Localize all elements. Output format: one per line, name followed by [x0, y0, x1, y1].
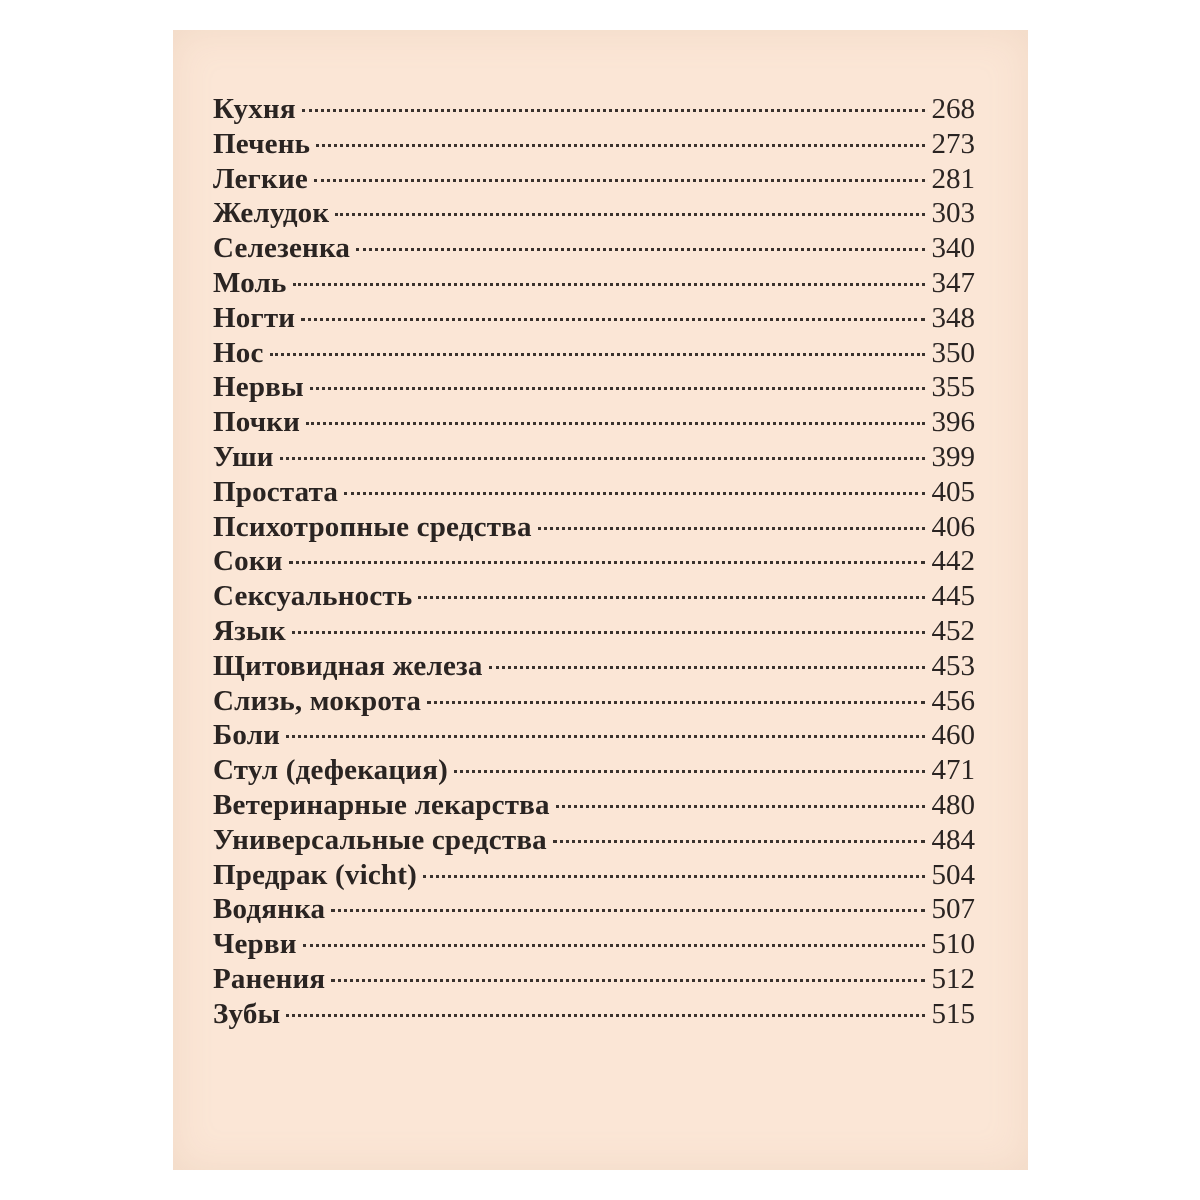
dot-leader — [302, 109, 925, 112]
toc-entry — [213, 266, 975, 301]
dot-leader — [423, 875, 925, 878]
toc-entry-page-number: 355 — [931, 371, 975, 404]
toc-entry — [213, 440, 975, 475]
toc-entry — [213, 997, 975, 1032]
toc-entry — [213, 858, 975, 893]
book-page — [173, 30, 1028, 1170]
toc-entry — [213, 962, 975, 997]
dot-leader — [556, 805, 925, 808]
toc-entry-title: Ранения — [213, 962, 326, 995]
dot-leader — [335, 213, 925, 216]
dot-leader — [303, 944, 925, 947]
toc-entry-page-number: 405 — [931, 475, 975, 508]
toc-entry — [213, 475, 975, 510]
toc-entry-title: Простата — [213, 475, 339, 508]
toc-entry-title: Водянка — [213, 893, 326, 926]
toc-entry-title: Щитовидная железа — [213, 649, 483, 682]
toc-entry-title: Соки — [213, 545, 283, 578]
toc-entry — [213, 823, 975, 858]
toc-entry — [213, 544, 975, 579]
toc-entry-page-number: 273 — [931, 127, 975, 160]
dot-leader — [314, 179, 925, 182]
toc-entry-title: Легкие — [213, 162, 308, 195]
toc-entry — [213, 231, 975, 266]
toc-entry-page-number: 452 — [931, 614, 975, 647]
dot-leader — [418, 596, 925, 599]
toc-entry — [213, 127, 975, 162]
toc-entry-page-number: 484 — [931, 823, 975, 856]
toc-entry-title: Психотропные средства — [213, 510, 532, 543]
table-of-contents — [213, 92, 975, 1032]
toc-entry-page-number: 504 — [931, 858, 975, 891]
toc-entry-page-number: 347 — [931, 266, 975, 299]
toc-entry — [213, 579, 975, 614]
toc-entry-title: Моль — [213, 266, 287, 299]
toc-entry-page-number: 460 — [931, 719, 975, 752]
toc-entry — [213, 718, 975, 753]
dot-leader — [289, 561, 925, 564]
dot-leader — [301, 318, 925, 321]
toc-entry-page-number: 406 — [931, 510, 975, 543]
toc-entry-page-number: 281 — [931, 162, 975, 195]
toc-entry-title: Предрак (vicht) — [213, 858, 417, 891]
toc-entry — [213, 405, 975, 440]
toc-entry-title: Ногти — [213, 301, 296, 334]
toc-entry — [213, 510, 975, 545]
toc-entry-page-number: 512 — [931, 962, 975, 995]
toc-entry-page-number: 480 — [931, 788, 975, 821]
dot-leader — [331, 909, 925, 912]
dot-leader — [553, 840, 925, 843]
dot-leader — [286, 735, 925, 738]
toc-entry-title: Сексуальность — [213, 580, 413, 613]
dot-leader — [427, 701, 925, 704]
toc-entry — [213, 336, 975, 371]
toc-entry — [213, 649, 975, 684]
toc-entry-page-number: 507 — [931, 893, 975, 926]
toc-entry — [213, 92, 975, 127]
toc-entry-title: Уши — [213, 440, 274, 473]
toc-entry — [213, 162, 975, 197]
toc-entry-page-number: 510 — [931, 928, 975, 961]
dot-leader — [270, 353, 925, 356]
dot-leader — [331, 979, 925, 982]
toc-entry-page-number: 456 — [931, 684, 975, 717]
toc-entry — [213, 370, 975, 405]
toc-entry — [213, 614, 975, 649]
dot-leader — [280, 457, 925, 460]
toc-entry — [213, 892, 975, 927]
toc-entry-page-number: 396 — [931, 406, 975, 439]
toc-entry-page-number: 399 — [931, 440, 975, 473]
toc-entry — [213, 684, 975, 719]
toc-entry-title: Почки — [213, 406, 301, 439]
toc-entry-page-number: 303 — [931, 197, 975, 230]
dot-leader — [454, 770, 925, 773]
toc-entry-title: Язык — [213, 614, 286, 647]
toc-entry-title: Нервы — [213, 371, 304, 404]
dot-leader — [356, 248, 925, 251]
dot-leader — [306, 422, 925, 425]
dot-leader — [310, 387, 925, 390]
toc-entry-title: Черви — [213, 928, 297, 961]
toc-entry-page-number: 340 — [931, 232, 975, 265]
toc-entry-title: Печень — [213, 127, 311, 160]
toc-entry — [213, 753, 975, 788]
toc-entry — [213, 927, 975, 962]
toc-entry — [213, 301, 975, 336]
toc-entry-title: Желудок — [213, 197, 330, 230]
toc-entry-title: Зубы — [213, 997, 281, 1030]
toc-entry — [213, 196, 975, 231]
toc-entry-title: Универсальные средства — [213, 823, 547, 856]
toc-entry-page-number: 348 — [931, 301, 975, 334]
toc-entry-title: Нос — [213, 336, 264, 369]
dot-leader — [316, 144, 925, 147]
dot-leader — [344, 492, 925, 495]
toc-entry-page-number: 445 — [931, 580, 975, 613]
toc-entry-page-number: 453 — [931, 649, 975, 682]
dot-leader — [538, 527, 925, 530]
dot-leader — [489, 666, 925, 669]
toc-entry-page-number: 442 — [931, 545, 975, 578]
toc-entry-title: Слизь, мокрота — [213, 684, 422, 717]
dot-leader — [286, 1014, 925, 1017]
toc-entry-page-number: 350 — [931, 336, 975, 369]
dot-leader — [293, 283, 925, 286]
toc-entry-title: Кухня — [213, 93, 296, 125]
toc-entry-title: Ветеринарные лекарства — [213, 788, 550, 821]
toc-entry-title: Стул (дефекация) — [213, 754, 448, 787]
toc-entry-page-number: 471 — [931, 754, 975, 787]
toc-entry-title: Селезенка — [213, 232, 351, 265]
toc-entry-page-number: 515 — [931, 997, 975, 1030]
toc-entry-title: Боли — [213, 719, 281, 752]
toc-entry — [213, 788, 975, 823]
toc-entry-page-number: 268 — [931, 93, 975, 125]
dot-leader — [292, 631, 925, 634]
